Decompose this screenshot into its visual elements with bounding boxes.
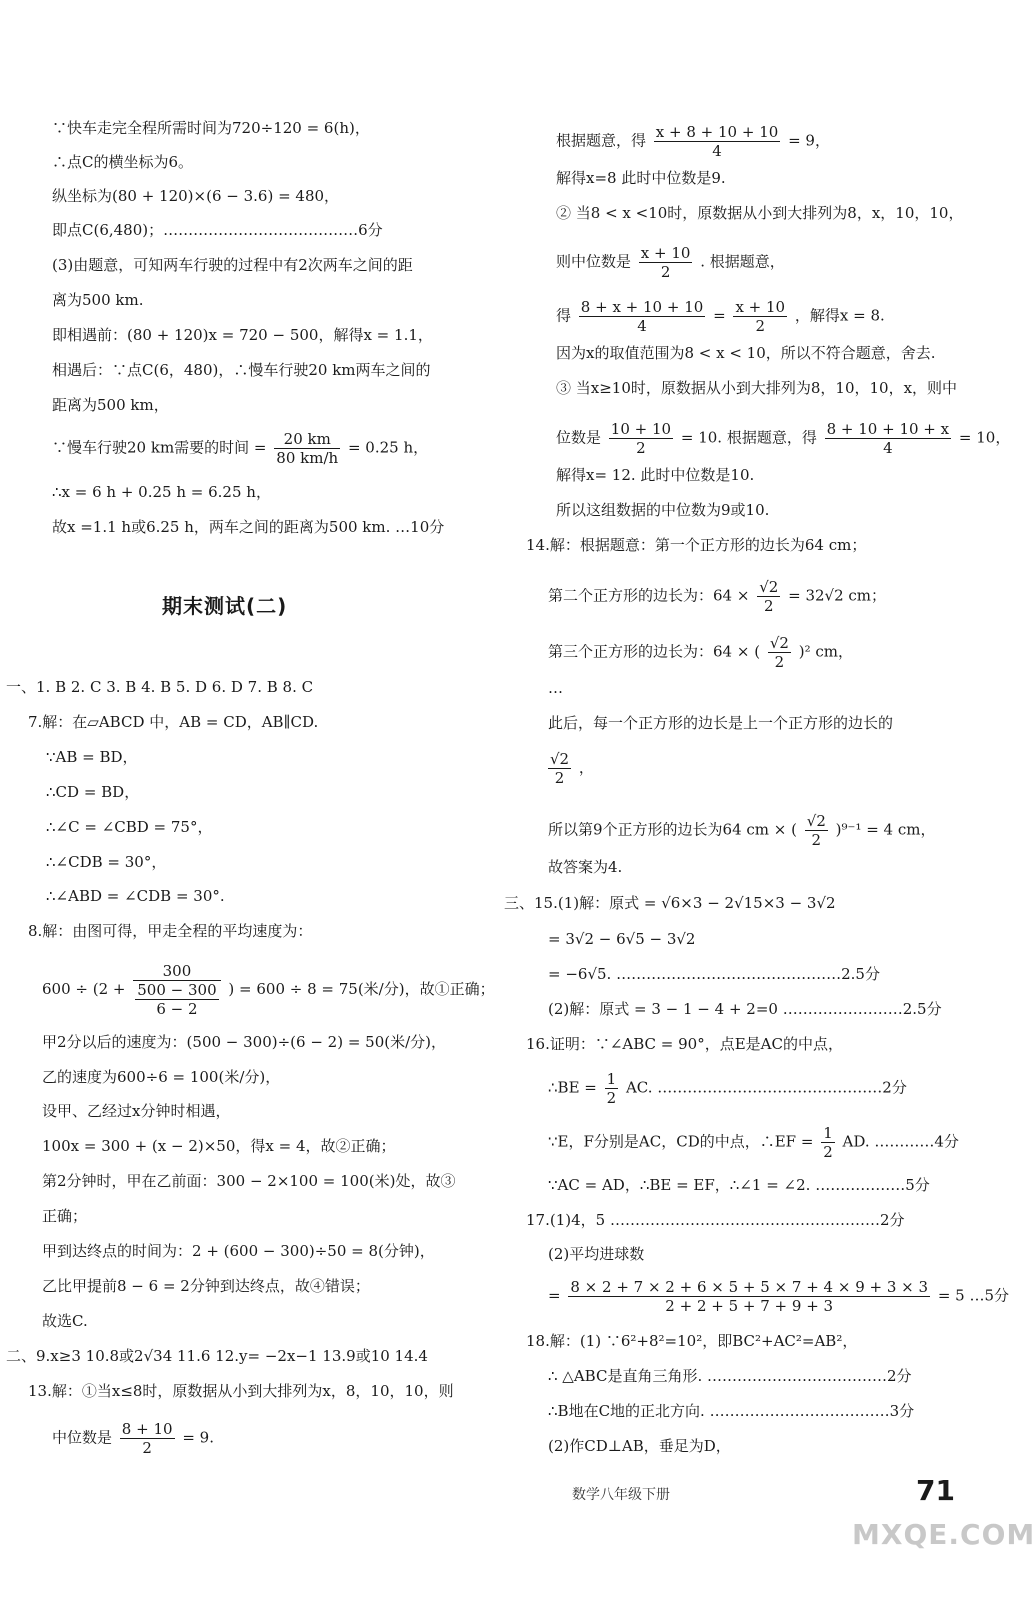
text-line: 设甲、乙经过x分钟时相遇， xyxy=(42,1102,231,1120)
text-line: 16.证明：∵∠ABC = 90°，点E是AC的中点， xyxy=(526,1035,843,1053)
text-line: 100x = 300 + (x − 2)×50，得x = 4，故②正确； xyxy=(42,1137,396,1155)
formula-text: )² cm， xyxy=(798,642,853,661)
denominator: 2 xyxy=(554,769,565,787)
formula-text: = 10， xyxy=(958,428,1011,447)
numerator: 1 xyxy=(606,1070,617,1088)
formula-line xyxy=(556,244,785,281)
formula-text: = 5 …5分 xyxy=(937,1286,1010,1305)
formula-text: 600 ÷ (2 + xyxy=(42,980,126,998)
numerator: √2 xyxy=(550,750,570,768)
text-line: ∴B地在C地的正北方向. ………………………………3分 xyxy=(548,1402,915,1420)
formula-text: )⁹⁻¹ = 4 cm， xyxy=(835,820,936,839)
formula-line xyxy=(548,578,886,615)
numerator: 20 km xyxy=(274,430,340,449)
formula-text: 第三个正方形的边长为：64 × ( xyxy=(548,642,761,661)
denominator: 2 xyxy=(811,831,822,849)
text-line: 此后，每一个正方形的边长是上一个正方形的边长的 xyxy=(548,714,894,732)
formula-text: = 10. 根据题意，得 xyxy=(680,428,817,447)
formula-text: = 9， xyxy=(788,131,830,150)
fraction xyxy=(639,244,693,281)
formula-line xyxy=(548,1124,959,1161)
formula-text: 则中位数是 xyxy=(556,252,632,271)
formula-text: = 9. xyxy=(182,1428,214,1447)
text-line: ∴∠CDB = 30°， xyxy=(46,853,167,871)
numerator: 8 + 10 + 10 + x xyxy=(826,420,950,438)
text-line: 故答案为4. xyxy=(548,858,623,876)
denominator: 2 xyxy=(636,439,646,457)
denominator: 2 xyxy=(660,263,671,281)
text-line: 故选C. xyxy=(42,1312,88,1330)
text-line: 8.解：由图可得，甲走全程的平均速度为： xyxy=(28,922,313,940)
formula-text: AC. ………………………………………2分 xyxy=(625,1078,907,1097)
formula-text: ， xyxy=(578,758,594,777)
numerator: √2 xyxy=(759,578,779,596)
denominator: 80 km/h xyxy=(276,449,339,467)
numerator: 10 + 10 xyxy=(610,420,672,438)
text-line: 14.解：根据题意：第一个正方形的边长为64 cm； xyxy=(526,536,867,554)
formula-text: 所以第9个正方形的边长为64 cm × ( xyxy=(548,820,797,839)
denominator: 4 xyxy=(883,439,893,457)
numerator: 8 + x + 10 + 10 xyxy=(580,298,704,316)
denominator xyxy=(133,981,220,1018)
denominator: 6 − 2 xyxy=(156,1000,198,1018)
formula-text: = 32√2 cm； xyxy=(788,586,887,605)
denominator: 2 xyxy=(606,1089,617,1107)
text-line: ∴∠C = ∠CBD = 75°， xyxy=(46,818,213,836)
denominator: 4 xyxy=(637,317,647,335)
fraction xyxy=(654,123,781,160)
text-line: 甲2分以后的速度为：(500 − 300)÷(6 − 2) = 50(米/分)， xyxy=(42,1033,447,1051)
text-line: … xyxy=(548,679,563,697)
formula-text: 第二个正方形的边长为：64 × xyxy=(548,586,750,605)
denominator: 4 xyxy=(712,142,722,160)
text-line: (2)作CD⊥AB，垂足为D， xyxy=(548,1437,731,1455)
text-line: 解得x= 12. 此时中位数是10. xyxy=(556,466,755,484)
formula-text: ∵E，F分别是AC，CD的中点，∴EF = xyxy=(548,1132,814,1151)
fraction xyxy=(805,812,828,849)
formula-line xyxy=(548,750,594,787)
text-line: ③ 当x≥10时，原数据从小到大排列为8，10，10，x，则中 xyxy=(556,379,958,397)
text-line: 三、15.(1)解：原式 = √6×3 − 2√15×3 − 3√2 xyxy=(504,894,836,912)
text-line: (3)由题意，可知两车行驶的过程中有2次两车之间的距 xyxy=(52,256,413,274)
text-line: ∴点C的横坐标为6。 xyxy=(52,153,194,171)
text-line: 纵坐标为(80 + 120)×(6 − 3.6) = 480， xyxy=(52,187,340,205)
text-line: 18.解：(1) ∵6²+8²=10²，即BC²+AC²=AB²， xyxy=(526,1332,858,1350)
numerator: x + 8 + 10 + 10 xyxy=(655,123,779,141)
fraction xyxy=(568,1278,930,1315)
text-line: ∴∠ABD = ∠CDB = 30°. xyxy=(46,887,225,905)
numerator: 8 × 2 + 7 × 2 + 6 × 5 + 5 × 7 + 4 × 9 + 3 × 3 xyxy=(570,1278,929,1296)
formula-text: 位数是 xyxy=(556,428,602,447)
formula-line xyxy=(548,812,936,849)
numerator: 1 xyxy=(823,1124,833,1142)
text-line: ∵AB = BD， xyxy=(46,748,138,766)
answer-key: 一、1. B 2. C 3. B 4. B 5. D 6. D 7. B 8. C xyxy=(6,678,314,696)
text-line: ∵AC = AD，∴BE = EF，∴∠1 = ∠2. ………………5分 xyxy=(548,1176,930,1194)
text-line: ② 当8 < x <10时，原数据从小到大排列为8，x，10，10， xyxy=(556,204,964,222)
text-line: (2)解：原式 = 3 − 1 − 4 + 2=0 ……………………2.5分 xyxy=(548,1000,942,1018)
formula-text: AD. …………4分 xyxy=(842,1132,959,1151)
formula-line xyxy=(52,430,428,467)
text-line: 故x =1.1 h或6.25 h，两车之间的距离为500 km. …10分 xyxy=(52,518,445,536)
fraction xyxy=(821,1124,835,1161)
denominator: 2 xyxy=(142,1439,152,1457)
numerator: x + 10 xyxy=(735,298,786,316)
text-line: 第2分钟时，甲在乙前面：300 − 2×100 = 100(米)处，故③ xyxy=(42,1172,456,1190)
fraction xyxy=(274,430,340,467)
text-line: 正确； xyxy=(42,1207,88,1225)
formula-text: ) = 600 ÷ 8 = 75(米/分)，故①正确； xyxy=(228,980,495,998)
formula-text: ∴BE = xyxy=(548,1078,597,1097)
numerator: √2 xyxy=(806,812,826,830)
text-line: ∴CD = BD， xyxy=(46,783,140,801)
denominator: 2 + 2 + 5 + 7 + 9 + 3 xyxy=(665,1297,834,1315)
watermark: MXQE.COM xyxy=(852,1518,1035,1551)
formula-line xyxy=(548,1070,907,1107)
text-line: ∴x = 6 h + 0.25 h = 6.25 h， xyxy=(52,483,271,501)
formula-line xyxy=(42,962,495,1018)
text-line: (2)平均进球数 xyxy=(548,1245,645,1263)
denominator: 2 xyxy=(764,597,774,615)
formula-text: 根据题意，得 xyxy=(556,131,647,150)
text-line: 即点C(6,480)；…………………………………6分 xyxy=(52,221,383,239)
formula-line xyxy=(52,1420,214,1457)
text-line: 即相遇前：(80 + 120)x = 720 − 500，解得x = 1.1， xyxy=(52,326,433,344)
denominator: 2 xyxy=(774,653,785,671)
formula-text: 中位数是 xyxy=(52,1428,113,1447)
section-title: 期末测试(二) xyxy=(162,594,288,618)
text-line: 乙比甲提前8 − 6 = 2分钟到达终点，故④错误； xyxy=(42,1277,370,1295)
answer-key: 二、9.x≥3 10.8或2√34 11.6 12.y= −2x−1 13.9或10 14.4 xyxy=(6,1347,428,1365)
formula-line xyxy=(556,420,1010,457)
formula-text: ，解得x = 8. xyxy=(794,306,885,325)
text-line: 相遇后：∵点C(6，480)，∴慢车行驶20 km两车之间的 xyxy=(52,361,431,379)
fraction xyxy=(609,420,673,457)
numerator: 500 − 300 xyxy=(137,981,217,999)
fraction xyxy=(120,1420,175,1457)
text-line: = −6√5. ………………………………………2.5分 xyxy=(548,965,880,983)
formula-text: 得 xyxy=(556,306,572,325)
text-line: 17.(1)4，5 ………………………………………………2分 xyxy=(526,1211,905,1229)
fraction xyxy=(757,578,780,615)
fraction xyxy=(133,962,220,1018)
fraction xyxy=(548,750,571,787)
footer-subject: 数学八年级下册 xyxy=(572,1487,670,1503)
denominator: 2 xyxy=(823,1143,833,1161)
numerator: x + 10 xyxy=(640,244,691,262)
formula-text: ∵慢车行驶20 km需要的时间 = xyxy=(52,438,267,457)
page-number: 71 xyxy=(916,1474,955,1507)
fraction xyxy=(605,1070,619,1107)
fraction xyxy=(825,420,952,457)
text-line: 解得x=8 此时中位数是9. xyxy=(556,169,726,187)
text-line: 7.解：在▱ABCD 中，AB = CD，AB∥CD. xyxy=(28,713,319,731)
text-line: 乙的速度为600÷6 = 100(米/分)， xyxy=(42,1068,281,1086)
fraction xyxy=(733,298,787,335)
text-line: 甲到达终点的时间为：2 + (600 − 300)÷50 = 8(分钟)， xyxy=(42,1242,435,1260)
fraction xyxy=(768,634,791,671)
numerator: 300 xyxy=(133,962,220,981)
numerator: 8 + 10 xyxy=(121,1420,173,1438)
text-line: = 3√2 − 6√5 − 3√2 xyxy=(548,930,696,948)
nested-fraction xyxy=(135,981,218,1018)
text-line: 离为500 km. xyxy=(52,291,144,309)
numerator: √2 xyxy=(769,634,789,652)
text-line: 所以这组数据的中位数为9或10. xyxy=(556,501,770,519)
formula-line xyxy=(548,634,853,671)
text-line: 13.解：①当x≤8时，原数据从小到大排列为x，8，10，10，则 xyxy=(28,1382,454,1400)
text-line: 因为x的取值范围为8 < x < 10，所以不符合题意，舍去. xyxy=(556,344,936,362)
formula-text: . 根据题意， xyxy=(700,252,785,271)
denominator: 2 xyxy=(755,317,766,335)
formula-line xyxy=(548,1278,1009,1315)
formula-text: = xyxy=(713,306,726,325)
formula-text: = xyxy=(548,1286,561,1305)
text-line: ∵快车走完全程所需时间为720÷120 = 6(h)， xyxy=(52,119,370,137)
fraction xyxy=(579,298,706,335)
text-line: 距离为500 km， xyxy=(52,396,169,414)
formula-line xyxy=(556,298,885,335)
formula-line xyxy=(556,123,830,160)
text-line: ∴ △ABC是直角三角形. ………………………………2分 xyxy=(548,1367,912,1385)
formula-text: = 0.25 h， xyxy=(347,438,429,457)
